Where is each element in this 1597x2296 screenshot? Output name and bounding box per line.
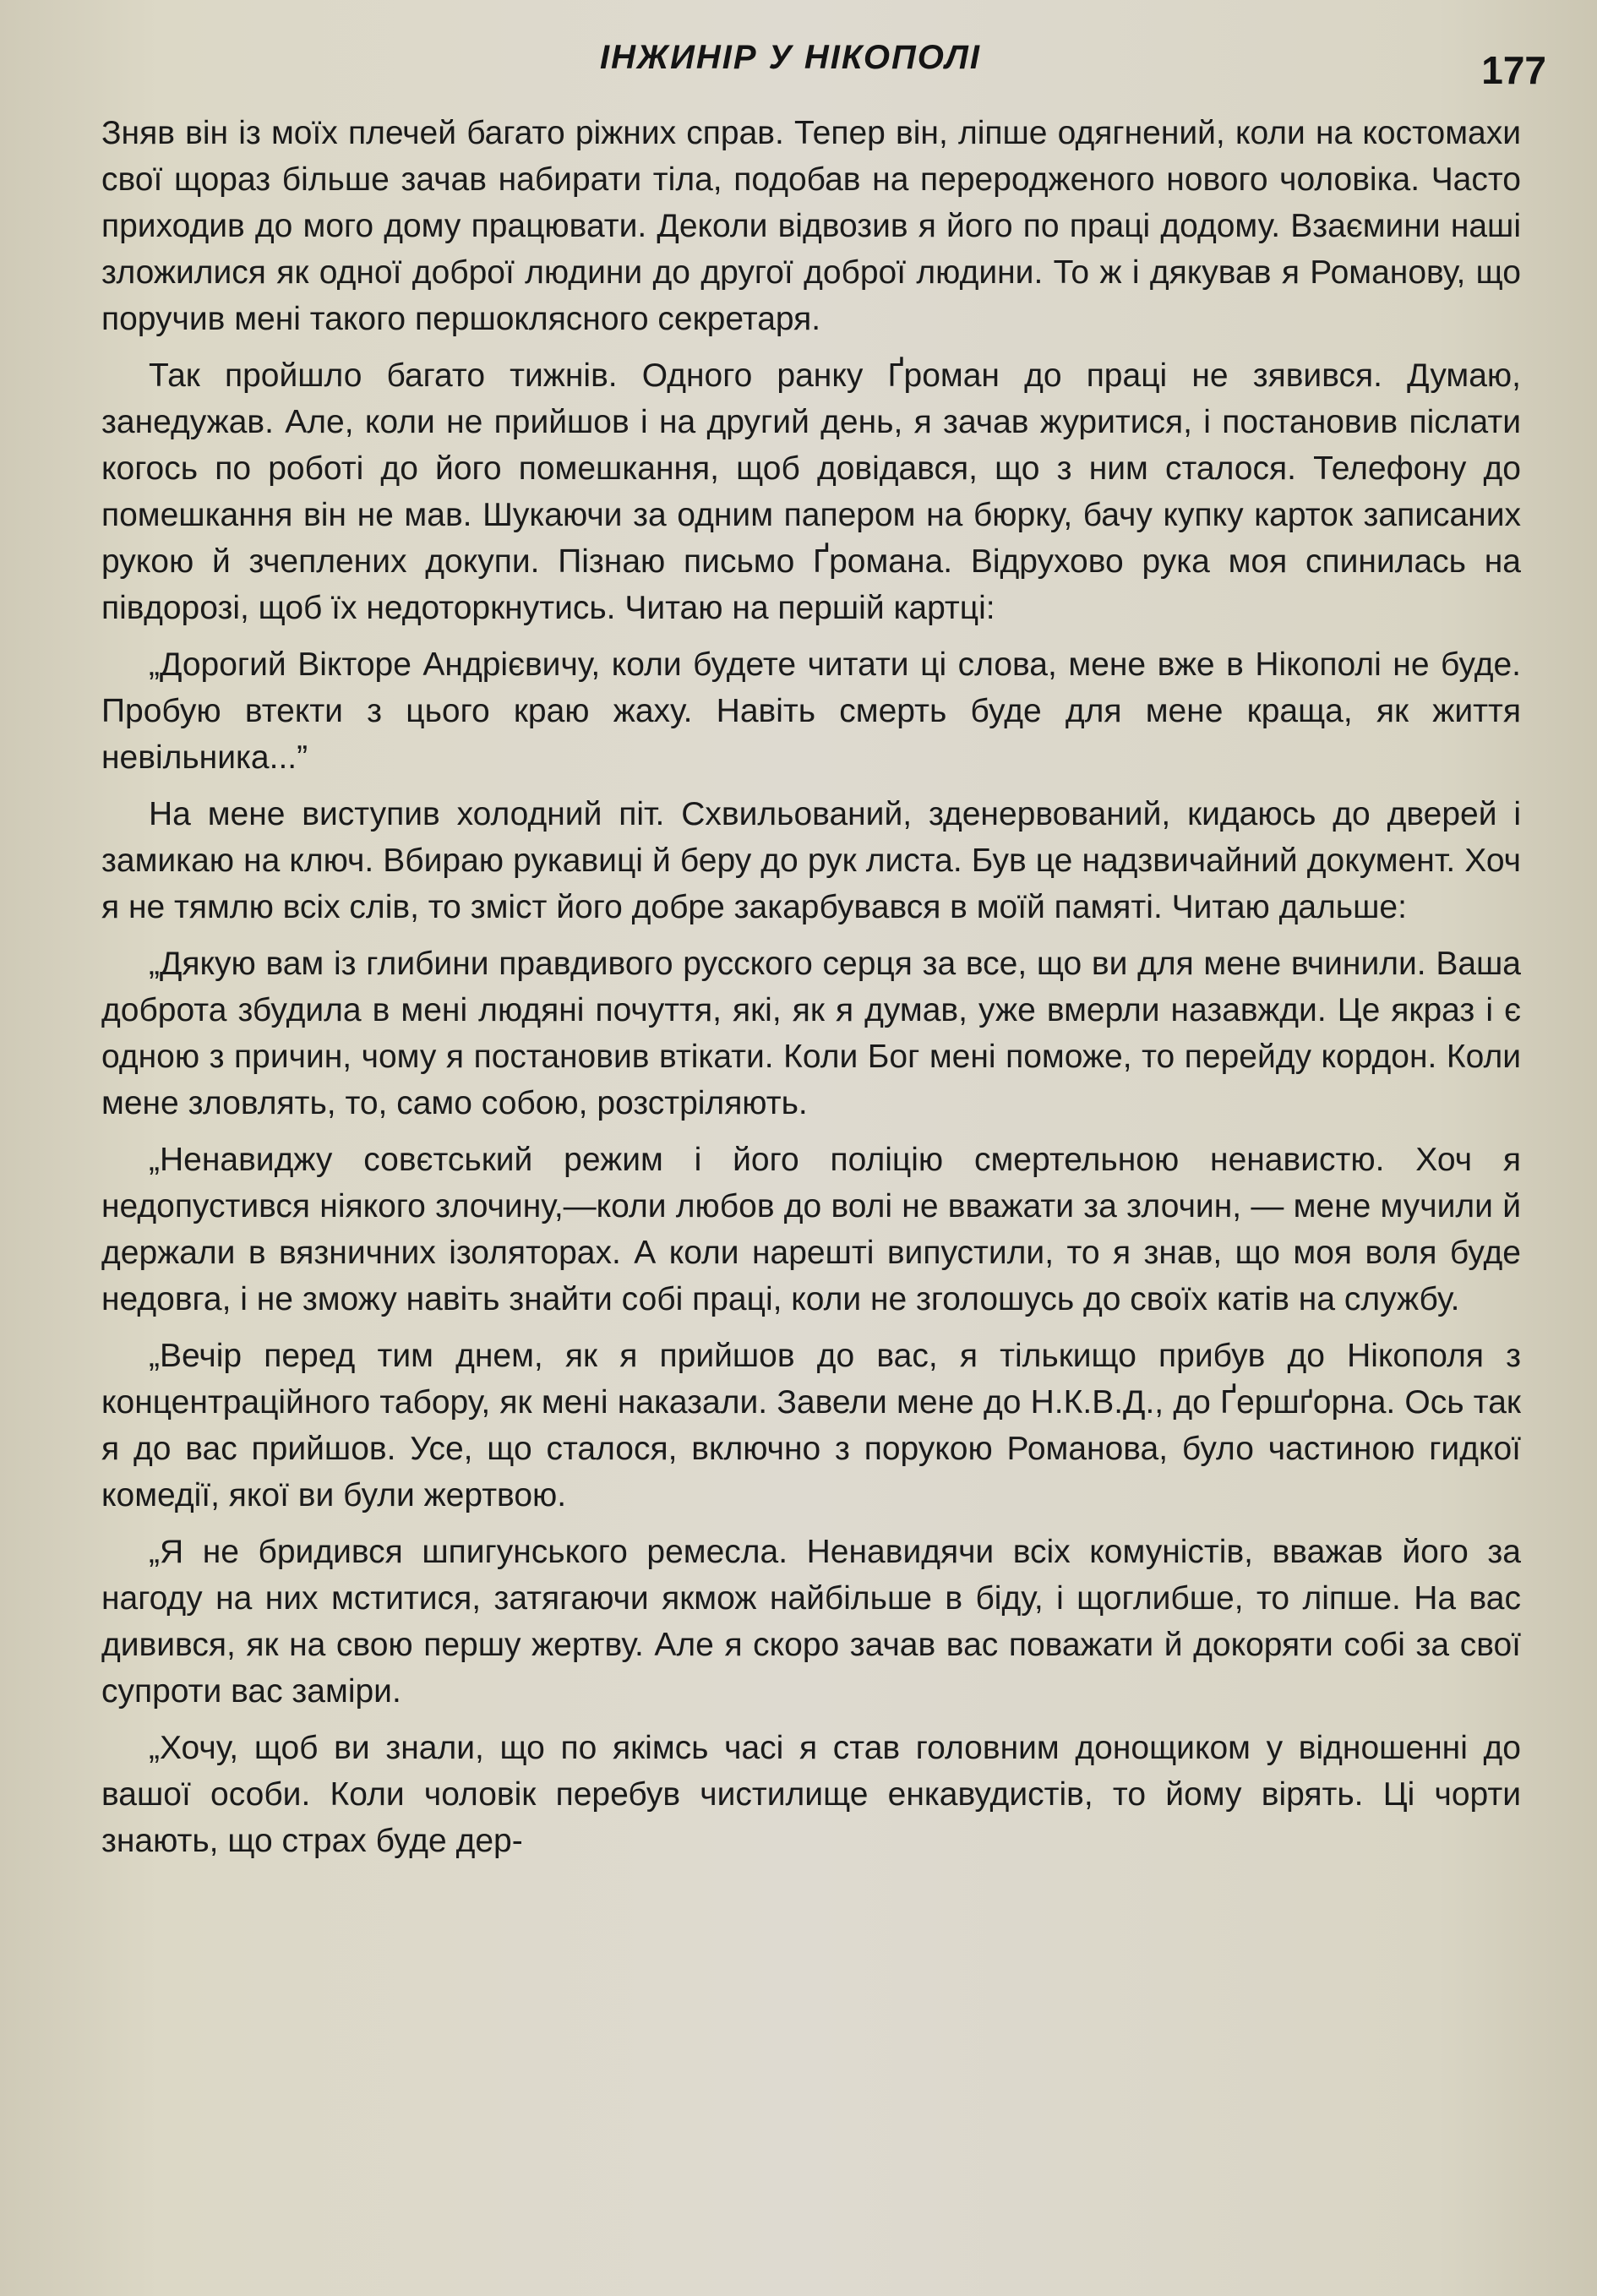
- paragraph: На мене виступив холодний піт. Схвильований, зденервований, кидаюсь до дверей і замикаю на ключ. Вбираю рукавиці й беру до рук листа. Був це надзвичайний документ. Хоч я не тямлю всіх слів, то зміст його добре закарбувався в моїй памяті. Читаю дальше:: [101, 796, 1521, 925]
- paragraph: „Я не бридився шпигунського ремесла. Ненавидячи всіх комуністів, вважав його за нагоду на них мститися, затягаючи якмож найбільше в біду, і щоглибше, то ліпше. На вас дивився, як на свою першу жертву. Але я скоро зачав вас поважати й докоряти собі за свої супроти вас заміри.: [101, 1534, 1521, 1710]
- paragraph: Так пройшло багато тижнів. Одного ранку Ґроман до праці не зявився. Думаю, занедужав. Але, коли не прийшов і на другий день, я зачав журитися, і постановив післати когось по роботі до його помешкання, щоб довідався, що з ним сталося. Телефону до помешкання він не мав. Шукаючи за одним папером на бюрку, бачу купку карток записаних рукою й зчеплених докупи. Пізнаю письмо Ґромана. Відрухово рука моя спинилась на півдорозі, щоб їх недоторкнутись. Читаю на першій картці:: [101, 357, 1521, 626]
- paragraph: „Дорогий Вікторе Андрієвичу, коли будете читати ці слова, мене вже в Нікополі не буде. Пробую втекти з цього краю жаху. Навіть смерть буде для мене краща, як життя невільника...”: [101, 646, 1521, 776]
- paragraph: Зняв він із моїх плечей багато ріжних справ. Тепер він, ліпше одягнений, коли на костомахи свої щораз більше зачав набирати тіла, подобав на переродженого нового чоловіка. Часто приходив до мого дому працювати. Деколи відвозив я його по праці додому. Взаємини наші зложилися як одної доброї людини до другої доброї людини. То ж і дякував я Романову, що поручив мені такого першоклясного секретаря.: [101, 115, 1521, 337]
- paragraph: „Вечір перед тим днем, як я прийшов до вас, я тількищо прибув до Нікополя з концентраційного табору, як мені наказали. Завели мене до Н.К.В.Д., до Ґершґорна. Ось так я до вас прийшов. Усе, що сталося, включно з порукою Романова, було частиною гидкої комедії, якої ви були жертвою.: [101, 1338, 1521, 1513]
- paragraph: „Хочу, щоб ви знали, що по якімсь часі я став головним донощиком у відношенні до вашої особи. Коли чоловік перебув чистилище енкавудистів, то йому вірять. Ці чорти знають, що страх буде дер-: [101, 1730, 1521, 1859]
- paragraph: „Дякую вам із глибини правдивого русского серця за все, що ви для мене вчинили. Ваша доброта збудила в мені людяні почуття, які, як я думав, уже вмерли назавжди. Це якраз і є одною з причин, чому я постановив втікати. Коли Бог мені поможе, то перейду кордон. Коли мене зловлять, то, само собою, розстріляють.: [101, 946, 1521, 1121]
- chapter-title: ІНЖИНІР У НІКОПОЛІ: [600, 39, 981, 76]
- body-text: [101, 110, 1521, 1874]
- paragraph: „Ненавиджу совєтський режим і його поліцію смертельною ненавистю. Хоч я недопустився ніякого злочину,—коли любов до волі не вважати за злочин, — мене мучили й держали в вязничних ізоляторах. А коли нарешті випустили, то я знав, що моя воля буде недовга, і не зможу навіть знайти собі праці, коли не зголошусь до своїх катів на службу.: [101, 1142, 1521, 1317]
- running-header: [0, 39, 1597, 90]
- page-number: 177: [1481, 48, 1546, 92]
